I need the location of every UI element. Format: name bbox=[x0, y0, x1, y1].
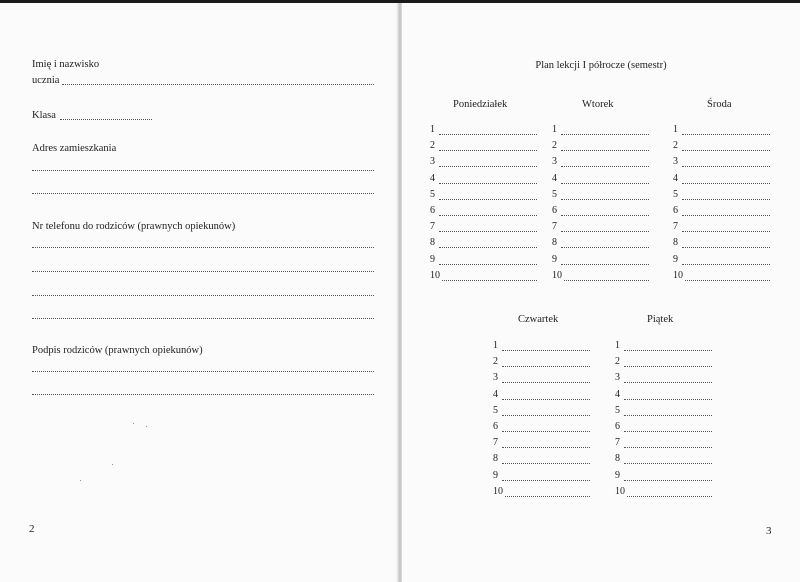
scan-speck bbox=[146, 426, 147, 427]
lesson-slot[interactable] bbox=[552, 237, 649, 249]
scan-speck bbox=[80, 480, 81, 481]
lesson-number: 2 bbox=[493, 356, 498, 368]
lesson-number: 4 bbox=[493, 388, 498, 400]
lesson-number: 7 bbox=[673, 221, 678, 233]
phone-fill-line[interactable] bbox=[32, 271, 374, 272]
lesson-number: 6 bbox=[673, 205, 678, 216]
lesson-fill-line[interactable] bbox=[439, 247, 537, 248]
lesson-fill-line[interactable] bbox=[502, 382, 590, 383]
lesson-fill-line[interactable] bbox=[442, 280, 537, 281]
lesson-number: 6 bbox=[430, 205, 435, 216]
lesson-fill-line[interactable] bbox=[682, 215, 770, 216]
lesson-number: 10 bbox=[552, 269, 562, 281]
lesson-slot[interactable] bbox=[673, 189, 770, 201]
lesson-fill-line[interactable] bbox=[561, 150, 649, 151]
lesson-fill-line[interactable] bbox=[502, 447, 590, 448]
lesson-number: 10 bbox=[615, 485, 625, 497]
lesson-slot[interactable] bbox=[430, 189, 537, 201]
left-page bbox=[0, 3, 398, 582]
lesson-slot[interactable] bbox=[430, 173, 537, 185]
lesson-slot[interactable] bbox=[493, 486, 590, 498]
lesson-number: 10 bbox=[493, 485, 503, 497]
lesson-fill-line[interactable] bbox=[624, 350, 712, 351]
lesson-number: 3 bbox=[673, 156, 678, 168]
lesson-fill-line[interactable] bbox=[439, 166, 537, 167]
lesson-slot[interactable] bbox=[615, 437, 712, 449]
lesson-slot[interactable] bbox=[552, 270, 649, 282]
lesson-slot[interactable] bbox=[615, 405, 712, 417]
lesson-number: 5 bbox=[430, 188, 435, 200]
lesson-number: 9 bbox=[493, 469, 498, 481]
lesson-number: 5 bbox=[615, 404, 620, 416]
lesson-fill-line[interactable] bbox=[439, 150, 537, 151]
lesson-number: 7 bbox=[430, 221, 435, 233]
lesson-slot[interactable] bbox=[552, 140, 649, 152]
lesson-fill-line[interactable] bbox=[561, 215, 649, 216]
lesson-slot[interactable] bbox=[493, 340, 590, 352]
lesson-fill-line[interactable] bbox=[502, 431, 590, 432]
lesson-fill-line[interactable] bbox=[624, 399, 712, 400]
lesson-number: 10 bbox=[430, 269, 440, 281]
lesson-fill-line[interactable] bbox=[439, 134, 537, 135]
phone-fill-line[interactable] bbox=[32, 295, 374, 296]
lesson-number: 7 bbox=[552, 221, 557, 233]
lesson-number: 7 bbox=[615, 437, 620, 449]
lesson-number: 6 bbox=[552, 205, 557, 216]
signature-fill-line[interactable] bbox=[32, 371, 374, 372]
lesson-fill-line[interactable] bbox=[561, 166, 649, 167]
lesson-slot[interactable] bbox=[493, 405, 590, 417]
lesson-fill-line[interactable] bbox=[502, 399, 590, 400]
lesson-fill-line[interactable] bbox=[682, 183, 770, 184]
lesson-slot[interactable] bbox=[673, 270, 770, 282]
student-label: ucznia bbox=[32, 75, 60, 86]
lesson-number: 9 bbox=[552, 253, 557, 265]
lesson-number: 2 bbox=[673, 140, 678, 152]
lesson-slot[interactable] bbox=[493, 470, 590, 482]
lesson-number: 6 bbox=[615, 421, 620, 432]
lesson-fill-line[interactable] bbox=[502, 415, 590, 416]
lesson-number: 7 bbox=[493, 437, 498, 449]
lesson-number: 9 bbox=[673, 253, 678, 265]
lesson-slot[interactable] bbox=[615, 470, 712, 482]
lesson-fill-line[interactable] bbox=[682, 134, 770, 135]
day-heading: Wtorek bbox=[582, 99, 614, 110]
lesson-number: 3 bbox=[493, 372, 498, 384]
lesson-slot[interactable] bbox=[552, 189, 649, 201]
lesson-slot[interactable] bbox=[430, 254, 537, 266]
lesson-number: 10 bbox=[673, 269, 683, 281]
lesson-fill-line[interactable] bbox=[624, 382, 712, 383]
lesson-number: 1 bbox=[673, 124, 678, 135]
lesson-slot[interactable] bbox=[552, 156, 649, 168]
lesson-slot[interactable] bbox=[673, 156, 770, 168]
lesson-slot[interactable] bbox=[493, 421, 590, 433]
lesson-fill-line[interactable] bbox=[561, 134, 649, 135]
right-page bbox=[402, 3, 800, 582]
lesson-fill-line[interactable] bbox=[561, 231, 649, 232]
lesson-number: 3 bbox=[615, 372, 620, 384]
lesson-slot[interactable] bbox=[673, 254, 770, 266]
lesson-number: 9 bbox=[430, 253, 435, 265]
lesson-fill-line[interactable] bbox=[439, 183, 537, 184]
lesson-slot[interactable] bbox=[552, 221, 649, 233]
lesson-fill-line[interactable] bbox=[564, 280, 649, 281]
lesson-number: 8 bbox=[673, 237, 678, 249]
lesson-number: 5 bbox=[673, 188, 678, 200]
lesson-slot[interactable] bbox=[430, 156, 537, 168]
name-label: Imię i nazwisko bbox=[32, 59, 100, 70]
lesson-number: 5 bbox=[552, 188, 557, 200]
lesson-fill-line[interactable] bbox=[682, 150, 770, 151]
lesson-slot[interactable] bbox=[615, 486, 712, 498]
lesson-slot[interactable] bbox=[493, 389, 590, 401]
lesson-fill-line[interactable] bbox=[627, 496, 712, 497]
lesson-slot[interactable] bbox=[552, 173, 649, 185]
phone-fill-line[interactable] bbox=[32, 318, 374, 319]
day-heading: Czwartek bbox=[518, 314, 559, 325]
lesson-number: 8 bbox=[615, 453, 620, 465]
lesson-slot[interactable] bbox=[430, 124, 537, 136]
lesson-slot[interactable] bbox=[430, 205, 537, 217]
lesson-fill-line[interactable] bbox=[685, 280, 770, 281]
lesson-slot[interactable] bbox=[673, 124, 770, 136]
lesson-slot[interactable] bbox=[673, 173, 770, 185]
day-heading: Środa bbox=[707, 99, 732, 110]
lesson-fill-line[interactable] bbox=[561, 199, 649, 200]
lesson-fill-line[interactable] bbox=[624, 431, 712, 432]
class-fill-line[interactable] bbox=[60, 119, 152, 120]
lesson-number: 9 bbox=[615, 469, 620, 481]
lesson-fill-line[interactable] bbox=[502, 366, 590, 367]
lesson-fill-line[interactable] bbox=[439, 264, 537, 265]
lesson-fill-line[interactable] bbox=[624, 415, 712, 416]
lesson-fill-line[interactable] bbox=[682, 247, 770, 248]
lesson-number: 4 bbox=[673, 172, 678, 184]
lesson-fill-line[interactable] bbox=[624, 480, 712, 481]
lesson-fill-line[interactable] bbox=[439, 231, 537, 232]
lesson-number: 1 bbox=[552, 124, 557, 135]
lesson-slot[interactable] bbox=[493, 453, 590, 465]
address-fill-line[interactable] bbox=[32, 170, 374, 171]
lesson-number: 4 bbox=[615, 388, 620, 400]
lesson-fill-line[interactable] bbox=[682, 231, 770, 232]
lesson-fill-line[interactable] bbox=[502, 463, 590, 464]
lesson-slot[interactable] bbox=[615, 389, 712, 401]
lesson-slot[interactable] bbox=[430, 270, 537, 282]
lesson-number: 2 bbox=[430, 140, 435, 152]
lesson-number: 8 bbox=[552, 237, 557, 249]
lesson-number: 4 bbox=[430, 172, 435, 184]
scan-speck bbox=[133, 423, 134, 424]
lesson-slot[interactable] bbox=[615, 421, 712, 433]
lesson-fill-line[interactable] bbox=[439, 199, 537, 200]
address-fill-line[interactable] bbox=[32, 193, 374, 194]
lesson-number: 1 bbox=[430, 124, 435, 135]
lesson-number: 4 bbox=[552, 172, 557, 184]
lesson-slot[interactable] bbox=[552, 124, 649, 136]
day-heading: Poniedziałek bbox=[453, 99, 508, 110]
lesson-fill-line[interactable] bbox=[502, 480, 590, 481]
lesson-slot[interactable] bbox=[493, 437, 590, 449]
day-heading: Piątek bbox=[647, 314, 674, 325]
scan-speck bbox=[112, 464, 113, 465]
lesson-number: 1 bbox=[615, 340, 620, 351]
lesson-slot[interactable] bbox=[615, 340, 712, 352]
lesson-number: 2 bbox=[552, 140, 557, 152]
lesson-slot[interactable] bbox=[615, 356, 712, 368]
lesson-number: 3 bbox=[552, 156, 557, 168]
lesson-slot[interactable] bbox=[673, 237, 770, 249]
lesson-number: 2 bbox=[615, 356, 620, 368]
lesson-slot[interactable] bbox=[673, 221, 770, 233]
lesson-fill-line[interactable] bbox=[624, 447, 712, 448]
lesson-number: 1 bbox=[493, 340, 498, 351]
lesson-slot[interactable] bbox=[673, 205, 770, 217]
address-label: Adres zamieszkania bbox=[32, 143, 117, 154]
lesson-fill-line[interactable] bbox=[439, 215, 537, 216]
lesson-fill-line[interactable] bbox=[561, 183, 649, 184]
lesson-fill-line[interactable] bbox=[624, 463, 712, 464]
phone-fill-line[interactable] bbox=[32, 247, 374, 248]
lesson-fill-line[interactable] bbox=[682, 264, 770, 265]
lesson-slot[interactable] bbox=[552, 205, 649, 217]
lesson-slot[interactable] bbox=[430, 237, 537, 249]
lesson-slot[interactable] bbox=[552, 254, 649, 266]
lesson-slot[interactable] bbox=[493, 372, 590, 384]
lesson-slot[interactable] bbox=[430, 221, 537, 233]
signature-fill-line[interactable] bbox=[32, 394, 374, 395]
lesson-slot[interactable] bbox=[673, 140, 770, 152]
lesson-number: 5 bbox=[493, 404, 498, 416]
lesson-fill-line[interactable] bbox=[505, 496, 590, 497]
lesson-slot[interactable] bbox=[615, 372, 712, 384]
lesson-fill-line[interactable] bbox=[624, 366, 712, 367]
lesson-slot[interactable] bbox=[615, 453, 712, 465]
lesson-fill-line[interactable] bbox=[682, 166, 770, 167]
page-number-left: 2 bbox=[29, 523, 35, 535]
name-fill-line[interactable] bbox=[62, 84, 374, 85]
lesson-number: 6 bbox=[493, 421, 498, 432]
signature-label: Podpis rodziców (prawnych opiekunów) bbox=[32, 345, 203, 356]
lesson-slot[interactable] bbox=[430, 140, 537, 152]
page-number-right: 3 bbox=[766, 525, 772, 537]
class-label: Klasa bbox=[32, 110, 56, 121]
lesson-fill-line[interactable] bbox=[561, 264, 649, 265]
schedule-title: Plan lekcji I półrocze (semestr) bbox=[535, 60, 667, 71]
lesson-slot[interactable] bbox=[493, 356, 590, 368]
lesson-number: 8 bbox=[493, 453, 498, 465]
lesson-number: 8 bbox=[430, 237, 435, 249]
phone-label: Nr telefonu do rodziców (prawnych opiekunów) bbox=[32, 221, 236, 232]
lesson-fill-line[interactable] bbox=[561, 247, 649, 248]
lesson-number: 3 bbox=[430, 156, 435, 168]
lesson-fill-line[interactable] bbox=[502, 350, 590, 351]
lesson-fill-line[interactable] bbox=[682, 199, 770, 200]
